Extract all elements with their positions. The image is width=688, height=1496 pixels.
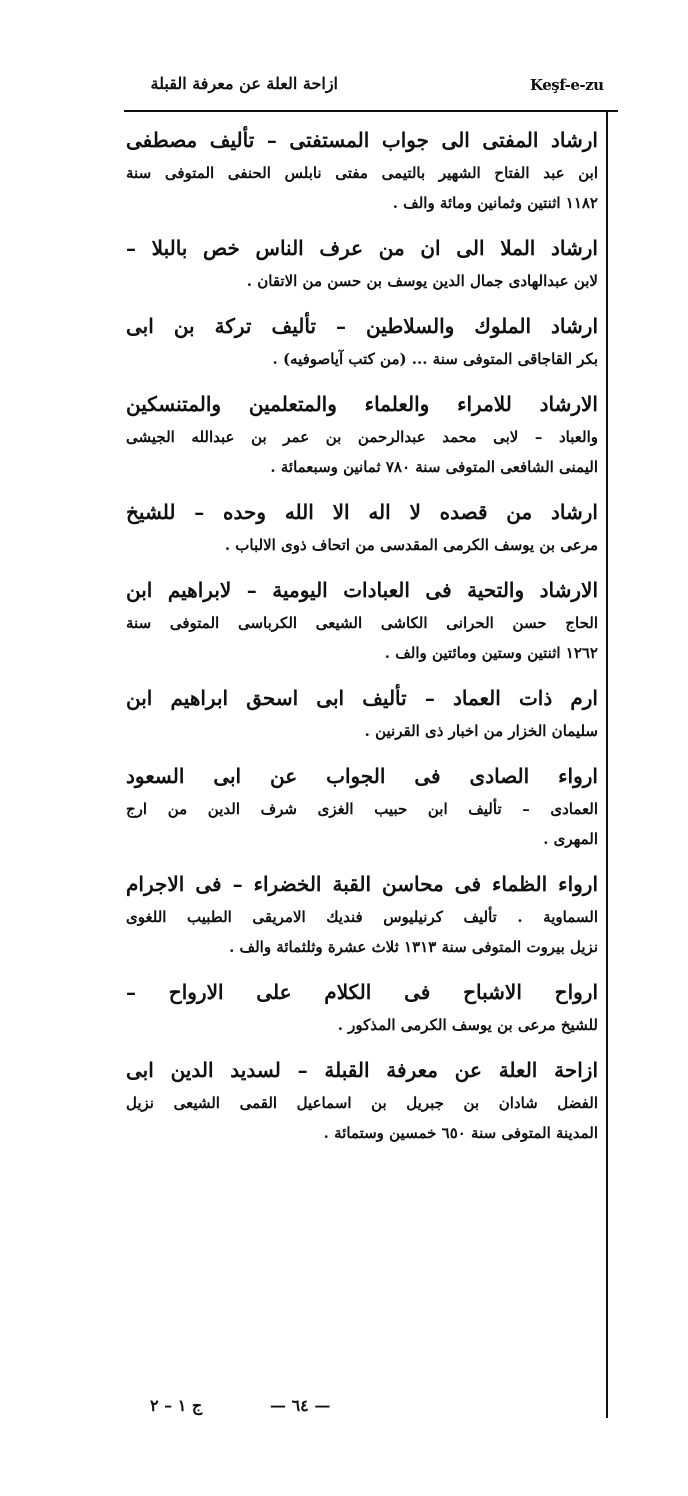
header-transliteration: Keşf-e-zu bbox=[530, 76, 604, 94]
entry bbox=[126, 386, 598, 482]
volume-mark: ج ١ – ٢ bbox=[150, 1396, 203, 1415]
entry bbox=[126, 122, 598, 218]
entry-title-line: الارشاد والتحية فى العبادات اليومية – لابراهيم ابن bbox=[126, 578, 598, 602]
entry-body-line: نزيل بيروت المتوفى سنة ١٣١٣ ثلاث عشرة وثلثمائة والف . bbox=[229, 938, 598, 956]
entry-title-line: ازاحة العلة عن معرفة القبلة – لسديد الدين ابى bbox=[126, 1058, 598, 1082]
entry-body-line: سليمان الخزار من اخبار ذى القرنين . bbox=[364, 722, 598, 740]
entry bbox=[126, 1052, 598, 1148]
entry-body-line: ١٢٦٢ اثنتين وستين ومائتين والف . bbox=[384, 644, 598, 662]
entry-body-line: ١١٨٢ اثنتين وثمانين ومائة والف . bbox=[392, 194, 598, 212]
running-header bbox=[128, 74, 618, 102]
page-footer bbox=[140, 1396, 400, 1424]
entry bbox=[126, 572, 598, 668]
entry-title-line: ارواح الاشباح فى الكلام على الارواح – bbox=[126, 980, 598, 1004]
entry-title-line: ارشاد من قصده لا اله الا الله وحده – للشيخ bbox=[126, 500, 598, 524]
entry bbox=[126, 758, 598, 854]
entry-body-line: الحاج حسن الحرانى الكاشى الشيعى الكرباسى المتوفى سنة bbox=[126, 614, 598, 632]
entry-body-line: اليمنى الشافعى المتوفى سنة ٧٨٠ ثمانين وسبعمائة . bbox=[270, 458, 598, 476]
entry bbox=[126, 308, 598, 374]
entry-title-line: ارشاد المفتى الى جواب المستفتى – تأليف مصطفى bbox=[126, 128, 598, 152]
entry-body-line: الفضل شادان بن جبريل بن اسماعيل القمى الشيعى نزيل bbox=[126, 1094, 598, 1112]
entry-body-line: لابن عبدالهادى جمال الدين يوسف بن حسن من الاتقان . bbox=[246, 272, 598, 290]
entry-title-line: ارشاد الملوك والسلاطين – تأليف تركة بن ابى bbox=[126, 314, 598, 338]
margin-rule bbox=[606, 110, 608, 1418]
entry-body-line: والعباد – لابى محمد عبدالرحمن بن عمر بن عبدالله الجيشى bbox=[126, 428, 598, 446]
entry-body-line: ابن عبد الفتاح الشهير بالتيمى مفتى نابلس الحنفى المتوفى سنة bbox=[126, 164, 598, 182]
header-title: ازاحة العلة عن معرفة القبلة bbox=[150, 74, 338, 93]
entry-body-line: المهرى . bbox=[543, 830, 598, 848]
entry bbox=[126, 866, 598, 962]
header-rule bbox=[124, 110, 618, 112]
entry-title-line: ارشاد الملا الى ان من عرف الناس خص بالبلا – bbox=[126, 236, 598, 260]
entry-body-line: للشيخ مرعى بن يوسف الكرمى المذكور . bbox=[337, 1016, 598, 1034]
entry bbox=[126, 680, 598, 746]
entry-body-line: بكر القاجاقى المتوفى سنة ... (من كتب آياصوفيه) . bbox=[272, 350, 598, 368]
entry-body-line: العمادى – تأليف ابن حبيب الغزى شرف الدين من ارج bbox=[126, 800, 598, 818]
entry bbox=[126, 974, 598, 1040]
page-number: — ٦٤ — bbox=[270, 1396, 331, 1415]
entry bbox=[126, 494, 598, 560]
entry-title-line: الارشاد للامراء والعلماء والمتعلمين والمتنسكين bbox=[126, 392, 598, 416]
entries-column bbox=[126, 122, 598, 1160]
entry bbox=[126, 230, 598, 296]
entry-body-line: المدينة المتوفى سنة ٦٥٠ خمسين وستمائة . bbox=[323, 1124, 598, 1142]
entry-title-line: ارم ذات العماد – تأليف ابى اسحق ابراهيم ابن bbox=[126, 686, 598, 710]
entry-body-line: السماوية . تأليف كرنيليوس فنديك الامريقى الطبيب اللغوى bbox=[126, 908, 598, 926]
entry-body-line: مرعى بن يوسف الكرمى المقدسى من اتحاف ذوى الالباب . bbox=[224, 536, 598, 554]
entry-title-line: ارواء الظماء فى محاسن القبة الخضراء – فى الاجرام bbox=[126, 872, 598, 896]
entry-title-line: ارواء الصادى فى الجواب عن ابى السعود bbox=[126, 764, 598, 788]
